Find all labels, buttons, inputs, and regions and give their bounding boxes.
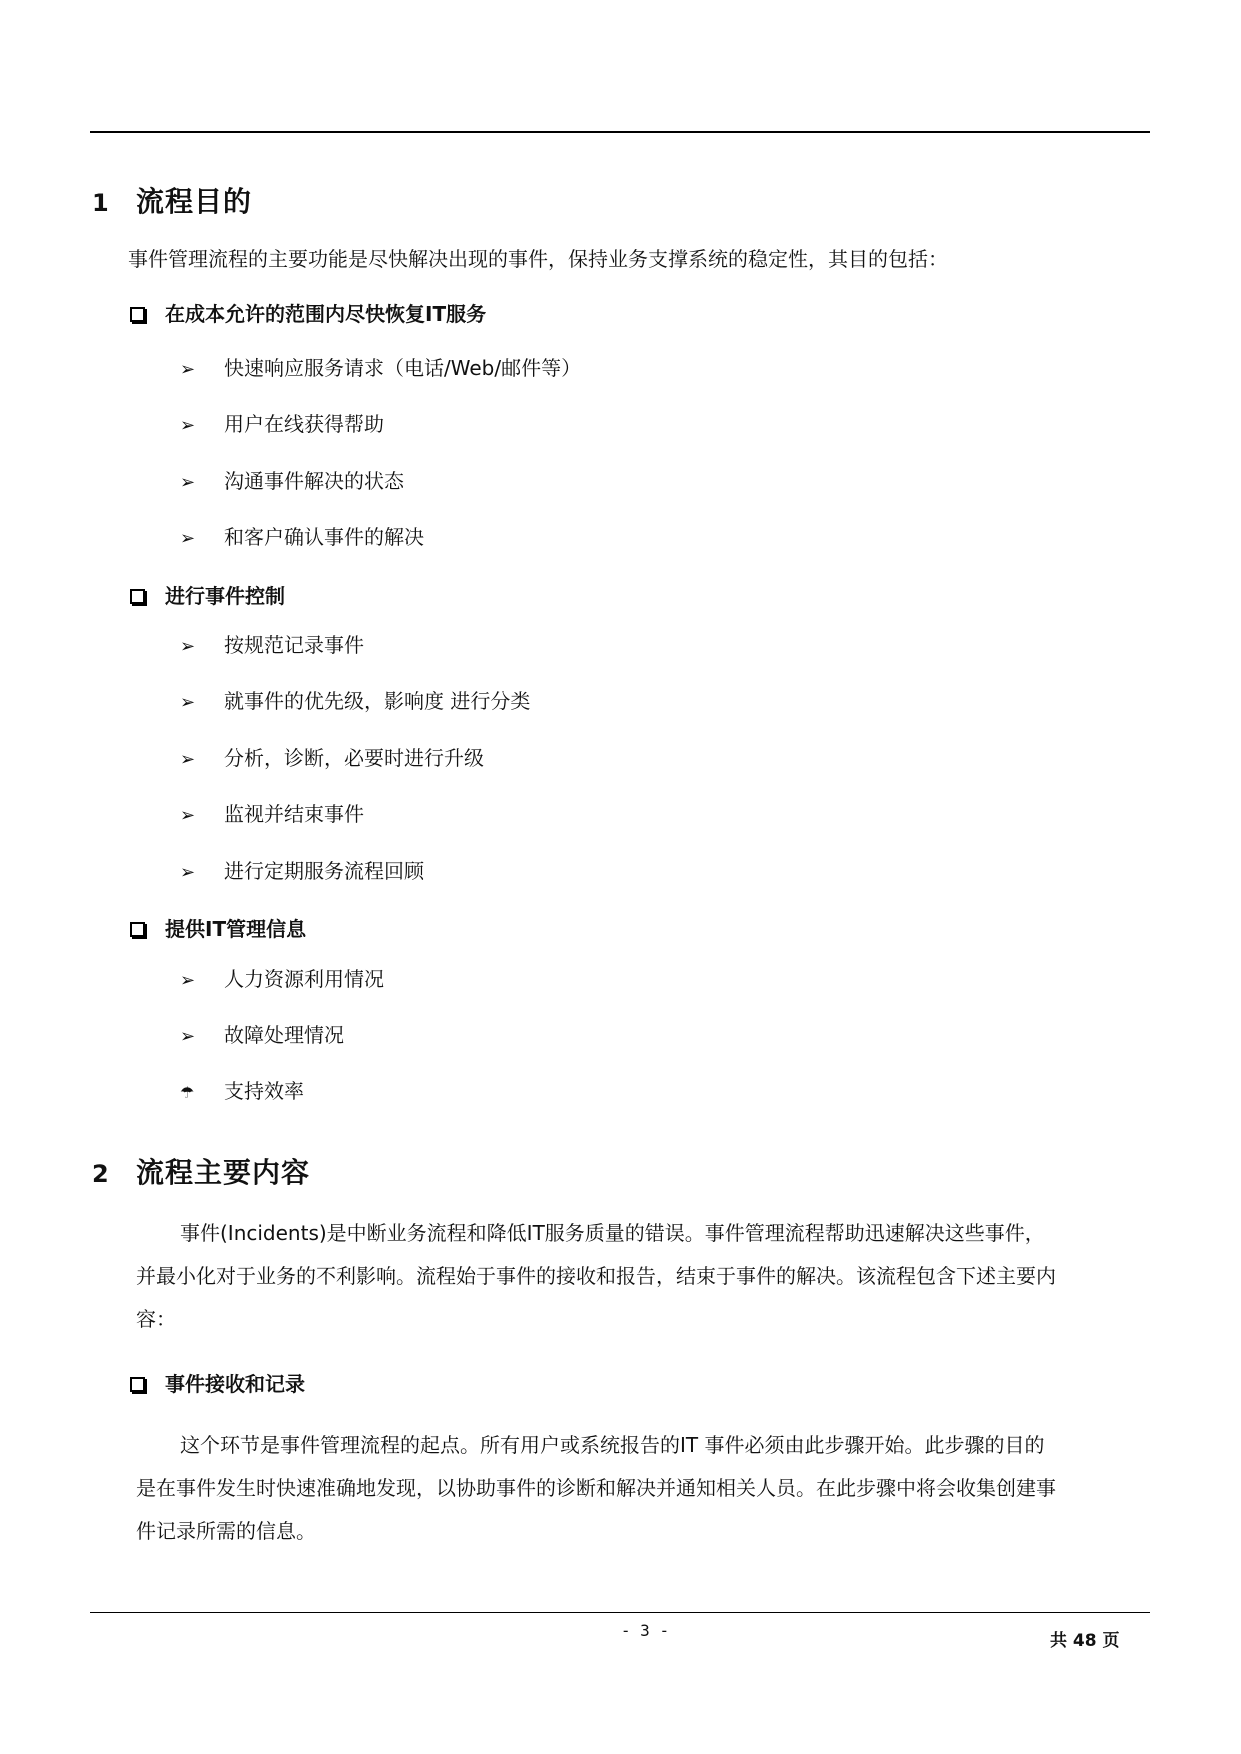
section-number: 1 [92, 189, 110, 217]
list-item: ➢ 快速响应服务请求（电话/Web/邮件等） [180, 356, 582, 380]
checkbox-square-icon [130, 1377, 145, 1392]
checkbox-square-icon [130, 589, 145, 604]
arrowhead-icon: ➢ [180, 528, 196, 549]
arrowhead-icon: ➢ [180, 415, 196, 436]
list-item: ➢ 按规范记录事件 [180, 633, 364, 657]
arrowhead-icon: ➢ [180, 749, 196, 770]
section-title: 流程主要内容 [136, 1156, 311, 1189]
list-item: ➢ 用户在线获得帮助 [180, 412, 384, 436]
list-item: ➢ 沟通事件解决的状态 [180, 469, 404, 493]
total-pages: 共 48 页 [1050, 1631, 1120, 1651]
sub-heading: 在成本允许的范围内尽快恢复IT服务 [130, 298, 486, 327]
header-rule [90, 131, 1150, 133]
page-number: - 3 - [620, 1621, 670, 1640]
list-item: ➢ 和客户确认事件的解决 [180, 525, 424, 549]
arrowhead-icon: ➢ [180, 692, 196, 713]
sub-heading: 提供IT管理信息 [130, 913, 306, 942]
arrowhead-icon: ➢ [180, 472, 196, 493]
list-item: ➢ 监视并结束事件 [180, 802, 364, 826]
sub-paragraph: 这个环节是事件管理流程的起点。所有用户或系统报告的IT 事件必须由此步骤开始。此步骤的目的 是在事件发生时快速准确地发现，以协助事件的诊断和解决并通知相关人员。在此步骤中将会收集创建事 件记录所需的信息。 [136, 1433, 1056, 1543]
checkbox-square-icon [130, 922, 145, 937]
umbrella-icon: ☂ [180, 1083, 195, 1102]
section-title: 流程目的 [136, 185, 253, 218]
sub-heading: 进行事件控制 [130, 580, 285, 609]
arrowhead-icon: ➢ [180, 862, 196, 883]
section-1-intro: 事件管理流程的主要功能是尽快解决出现的事件，保持业务支撑系统的稳定性，其目的包括： [128, 247, 948, 271]
footer-rule [90, 1612, 1150, 1613]
sub-heading: 事件接收和记录 [130, 1368, 305, 1397]
checkbox-square-icon [130, 307, 145, 322]
section-1-heading [92, 180, 252, 220]
list-item: ➢ 进行定期服务流程回顾 [180, 859, 424, 883]
list-item: ➢ 分析，诊断，必要时进行升级 [180, 746, 484, 770]
arrowhead-icon: ➢ [180, 1026, 196, 1047]
section-2-paragraph: 事件(Incidents)是中断业务流程和降低IT服务质量的错误。事件管理流程帮助迅速解决这些事件， 并最小化对于业务的不利影响。流程始于事件的接收和报告，结束于事件的解决。该流程包含下述主要内 容： [136, 1221, 1056, 1331]
section-2-heading [92, 1151, 310, 1191]
arrowhead-icon: ➢ [180, 636, 196, 657]
section-number: 2 [92, 1160, 110, 1188]
arrowhead-icon: ➢ [180, 805, 196, 826]
list-item: ➢ 人力资源利用情况 [180, 967, 384, 991]
list-item: ☂ 支持效率 [180, 1079, 304, 1103]
arrowhead-icon: ➢ [180, 359, 196, 380]
list-item: ➢ 故障处理情况 [180, 1023, 344, 1047]
list-item: ➢ 就事件的优先级，影响度 进行分类 [180, 689, 531, 713]
arrowhead-icon: ➢ [180, 970, 196, 991]
